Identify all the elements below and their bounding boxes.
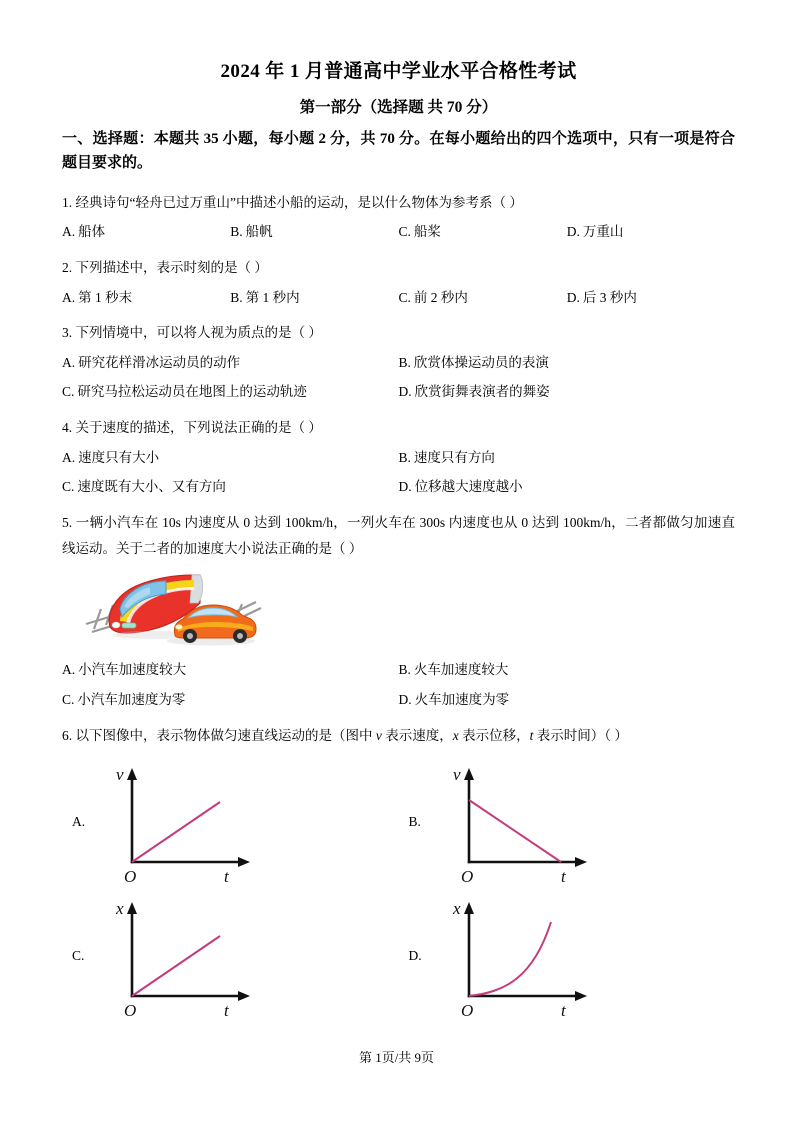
- stem-part-mid1: 表示速度，: [381, 727, 453, 743]
- option-d[interactable]: [399, 379, 736, 405]
- option-b[interactable]: [399, 445, 736, 471]
- origin-label: O: [124, 1001, 137, 1021]
- y-axis-label: x: [452, 899, 461, 919]
- option-text: 火车加速度较大: [413, 662, 509, 678]
- option-text: 火车加速度为零: [414, 691, 510, 707]
- graph-label-d: D.: [408, 948, 422, 964]
- graph-option-a[interactable]: [62, 758, 399, 886]
- option-a[interactable]: [62, 219, 230, 245]
- option-text: 万重山: [582, 224, 624, 240]
- question-5-options-row1: [62, 657, 735, 683]
- option-label: A.: [62, 354, 76, 370]
- option-c[interactable]: [62, 474, 399, 500]
- option-text: 欣赏体操运动员的表演: [413, 354, 549, 370]
- option-label: B.: [230, 289, 243, 305]
- curve-linear-decreasing: [469, 800, 561, 862]
- x-axis-label: t: [560, 1001, 566, 1021]
- option-label: C.: [398, 289, 411, 305]
- question-4-options-row1: [62, 445, 735, 471]
- option-a[interactable]: [62, 657, 399, 683]
- option-label: D.: [566, 224, 580, 240]
- y-axis-arrow: [464, 902, 474, 914]
- option-label: B.: [398, 449, 411, 465]
- question-3-options-row1: [62, 350, 735, 376]
- option-label: C.: [62, 479, 75, 495]
- option-text: 船帆: [245, 224, 273, 240]
- question-5-stem: 5. 一辆小汽车在 10s 内速度从 0 达到 100km/h，一列火车在 300s 内速度也从 0 达到 100km/h，二者都做匀加速直线运动。关于二者的加速度大小说法正确的是（ ）: [62, 515, 735, 556]
- graph-d-plot: [433, 892, 613, 1020]
- stem-part-after: 表示时间）（ ）: [533, 727, 628, 743]
- option-text: 船体: [78, 224, 106, 240]
- graph-b-plot: [433, 758, 613, 886]
- graph-label-c: C.: [72, 948, 85, 964]
- option-label: D.: [566, 289, 580, 305]
- option-text: 速度只有方向: [413, 449, 495, 465]
- option-label: D.: [398, 691, 412, 707]
- option-label: B.: [398, 662, 411, 678]
- graph-a-plot: [96, 758, 276, 886]
- page-title: 2024 年 1 月普通高中学业水平合格性考试: [220, 61, 577, 82]
- option-label: D.: [398, 384, 412, 400]
- option-b[interactable]: [399, 350, 736, 376]
- question-3-options-row2: [62, 379, 735, 405]
- option-c[interactable]: [62, 379, 399, 405]
- option-label: C.: [398, 224, 411, 240]
- x-axis-arrow: [238, 991, 250, 1001]
- graph-option-c[interactable]: [62, 892, 399, 1020]
- graph-row-top: [62, 758, 735, 886]
- option-text: 前 2 秒内: [413, 289, 468, 305]
- question-2-stem: 2. 下列描述中，表示时刻的是（ ）: [62, 259, 268, 275]
- graph-label-a: A.: [72, 814, 86, 830]
- question-1-options: [62, 219, 735, 245]
- option-d[interactable]: [567, 285, 735, 311]
- option-text: 第 1 秒内: [245, 289, 300, 305]
- option-label: C.: [62, 691, 75, 707]
- train-and-car-illustration: [80, 569, 330, 651]
- option-label: A.: [62, 224, 76, 240]
- option-a[interactable]: [62, 445, 399, 471]
- curve-linear-increasing: [132, 936, 220, 996]
- stem-part-mid2: 表示位移，: [458, 727, 530, 743]
- question-4-options-row2: [62, 474, 735, 500]
- x-axis-label: t: [224, 867, 229, 887]
- graph-row-bottom: [62, 892, 735, 1020]
- option-text: 小汽车加速度较大: [78, 662, 187, 678]
- origin-label: O: [460, 867, 473, 887]
- question-6-stem: [62, 723, 735, 749]
- question-3-stem: 3. 下列情境中，可以将人视为质点的是（ ）: [62, 325, 322, 341]
- graph-c-plot: [96, 892, 276, 1020]
- y-axis-label: v: [116, 765, 124, 785]
- variable-t: t: [529, 727, 534, 743]
- y-axis-arrow: [127, 902, 137, 914]
- x-axis-arrow: [575, 857, 587, 867]
- option-d[interactable]: [399, 474, 736, 500]
- section-instruction: 一、选择题：本题共 35 小题，每小题 2 分，共 70 分。在每小题给出的四个选项中，只有一项是符合题目要求的。: [62, 131, 735, 172]
- question-1-stem: 1. 经典诗句“轻舟已过万重山”中描述小船的运动，是以什么物体为参考系（ ）: [62, 194, 523, 210]
- question-6-graph-grid: [62, 758, 735, 1020]
- option-text: 位移越大速度越小: [414, 479, 523, 495]
- option-label: B.: [398, 354, 411, 370]
- option-c[interactable]: [399, 285, 567, 311]
- y-axis-label: v: [452, 765, 461, 785]
- question-2-options: [62, 285, 735, 311]
- stem-part-before: 6. 以下图像中，表示物体做匀速直线运动的是（图中: [62, 727, 376, 743]
- option-text: 小汽车加速度为零: [77, 691, 186, 707]
- option-c[interactable]: [399, 219, 567, 245]
- curve-linear-increasing: [132, 802, 220, 862]
- question-4-stem: 4. 关于速度的描述，下列说法正确的是（ ）: [62, 420, 322, 436]
- option-text: 研究花样滑冰运动员的动作: [78, 354, 241, 370]
- origin-label: O: [124, 867, 137, 887]
- option-text: 船桨: [413, 224, 441, 240]
- graph-option-b[interactable]: [399, 758, 736, 886]
- x-axis-label: t: [560, 867, 566, 887]
- x-axis-arrow: [238, 857, 250, 867]
- option-text: 研究马拉松运动员在地图上的运动轨迹: [77, 384, 307, 400]
- page-footer: 第 1页/共 9页: [358, 1050, 435, 1065]
- option-a[interactable]: [62, 285, 230, 311]
- curve-concave-up: [469, 922, 551, 996]
- option-text: 欣赏街舞表演者的舞姿: [414, 384, 550, 400]
- variable-v: v: [375, 727, 382, 743]
- option-text: 速度既有大小、又有方向: [77, 479, 226, 495]
- option-b[interactable]: [230, 219, 398, 245]
- graph-label-b: B.: [408, 814, 421, 830]
- graph-option-d[interactable]: [399, 892, 736, 1020]
- option-d[interactable]: [567, 219, 735, 245]
- option-text: 第 1 秒末: [78, 289, 133, 305]
- option-b[interactable]: [399, 657, 736, 683]
- option-label: B.: [230, 224, 243, 240]
- option-label: D.: [398, 479, 412, 495]
- y-axis-arrow: [464, 768, 474, 780]
- option-d[interactable]: [399, 687, 736, 713]
- option-c[interactable]: [62, 687, 399, 713]
- question-5-options-row2: [62, 687, 735, 713]
- option-text: 速度只有大小: [78, 449, 160, 465]
- x-axis-label: t: [224, 1001, 229, 1021]
- x-axis-arrow: [575, 991, 587, 1001]
- option-label: A.: [62, 449, 76, 465]
- option-label: C.: [62, 384, 75, 400]
- variable-x: x: [452, 727, 459, 743]
- origin-label: O: [460, 1001, 473, 1021]
- option-b[interactable]: [230, 285, 398, 311]
- option-label: A.: [62, 289, 76, 305]
- y-axis-arrow: [127, 768, 137, 780]
- y-axis-label: x: [116, 899, 124, 919]
- part-title: 第一部分（选择题 共 70 分）: [299, 99, 498, 116]
- option-label: A.: [62, 662, 76, 678]
- option-a[interactable]: [62, 350, 399, 376]
- option-text: 后 3 秒内: [582, 289, 637, 305]
